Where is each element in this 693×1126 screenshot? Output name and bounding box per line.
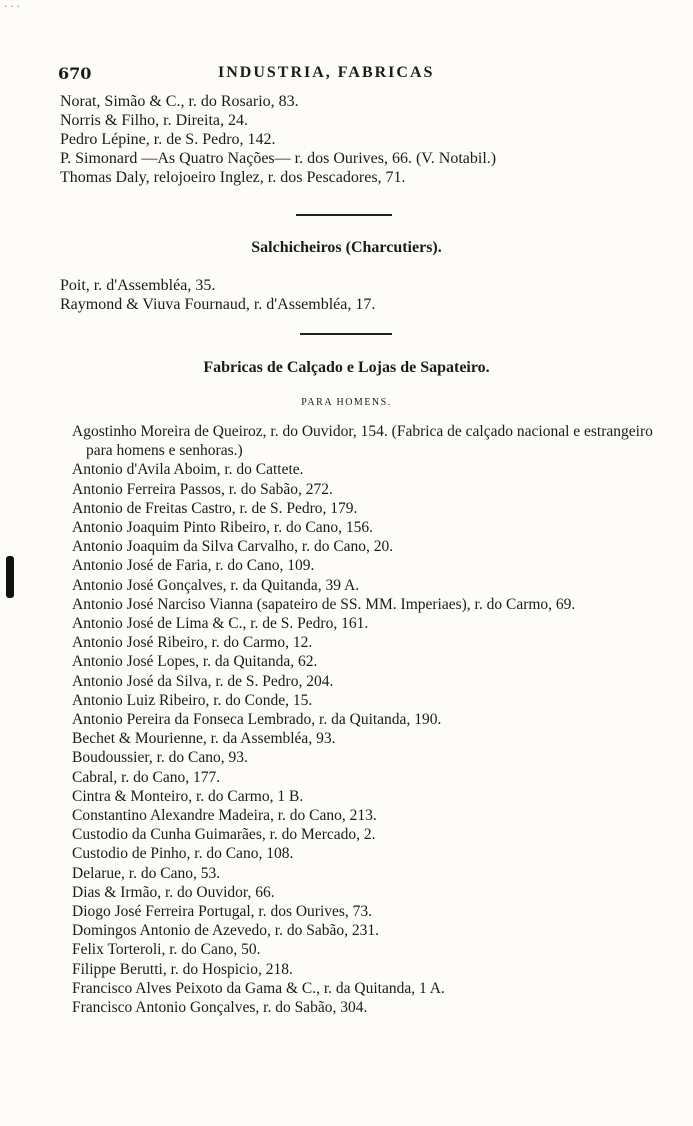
list-item: Norris & Filho, r. Direita, 24.	[60, 112, 248, 129]
list-item: Bechet & Mourienne, r. da Assembléa, 93.	[72, 730, 336, 748]
page-header	[58, 64, 658, 86]
list-item: Antonio José Gonçalves, r. da Quitanda, 39 A.	[72, 576, 360, 594]
list-item: Domingos Antonio de Azevedo, r. do Sabão, 231.	[72, 922, 379, 940]
list-item: Antonio d'Avila Aboim, r. do Cattete.	[72, 461, 304, 479]
list-item: Antonio José de Faria, r. do Cano, 109.	[72, 557, 315, 575]
list-item: Custodio da Cunha Guimarães, r. do Mercado, 2.	[72, 826, 376, 844]
list-item: Poit, r. d'Assembléa, 35.	[60, 277, 216, 294]
list-item: Thomas Daly, relojoeiro Inglez, r. dos Pescadores, 71.	[60, 169, 406, 186]
list-item: Agostinho Moreira de Queiroz, r. do Ouvidor, 154. (Fabrica de calçado nacional e estrangeiro para homens e senhoras.)	[72, 423, 653, 460]
list-item: Antonio Pereira da Fonseca Lembrado, r. da Quitanda, 190.	[72, 711, 442, 729]
list-item: Antonio José Narciso Vianna (sapateiro de SS. MM. Imperiaes), r. do Carmo, 69.	[72, 595, 576, 613]
list-item: Diogo José Ferreira Portugal, r. dos Ourives, 73.	[72, 903, 373, 921]
page-number: 670	[58, 64, 92, 83]
list-item: Delarue, r. do Cano, 53.	[72, 864, 221, 882]
list-item: Constantino Alexandre Madeira, r. do Cano, 213.	[72, 807, 377, 825]
section-title-salchicheiros: Salchicheiros (Charcutiers).	[251, 239, 442, 256]
list-item: Custodio de Pinho, r. do Cano, 108.	[72, 845, 294, 863]
list-item: Antonio Luiz Ribeiro, r. do Conde, 15.	[72, 691, 313, 709]
calcado-list	[72, 422, 662, 1017]
list-item: Antonio José de Lima & C., r. de S. Pedro, 161.	[72, 615, 369, 633]
list-item: Antonio de Freitas Castro, r. de S. Pedro, 179.	[72, 499, 358, 517]
list-item: Pedro Lépine, r. de S. Pedro, 142.	[60, 131, 276, 148]
list-item: Francisco Alves Peixoto da Gama & C., r. da Quitanda, 1 A.	[72, 979, 445, 997]
scan-speck: · · ·	[4, 2, 20, 13]
running-title: INDUSTRIA, FABRICAS	[218, 64, 435, 81]
section-subtitle: PARA HOMENS.	[301, 397, 392, 408]
list-item: Antonio José Ribeiro, r. do Carmo, 12.	[72, 634, 313, 652]
list-item: Filippe Berutti, r. do Hospicio, 218.	[72, 960, 293, 978]
list-item: Boudoussier, r. do Cano, 93.	[72, 749, 248, 767]
list-item: Raymond & Viuva Fournaud, r. d'Assembléa, 17.	[60, 296, 376, 313]
list-item: Antonio Ferreira Passos, r. do Sabão, 272.	[72, 480, 333, 498]
list-item: Cabral, r. do Cano, 177.	[72, 768, 221, 786]
list-item: Antonio José Lopes, r. da Quitanda, 62.	[72, 653, 318, 671]
list-item: Cintra & Monteiro, r. do Carmo, 1 B.	[72, 787, 304, 805]
list-item: P. Simonard —As Quatro Nações— r. dos Ourives, 66. (V. Notabil.)	[60, 150, 497, 167]
section-divider	[296, 214, 392, 216]
list-item: Francisco Antonio Gonçalves, r. do Sabão, 304.	[72, 999, 368, 1017]
list-item: Norat, Simão & C., r. do Rosario, 83.	[60, 93, 299, 110]
list-item: Antonio José da Silva, r. de S. Pedro, 204.	[72, 672, 334, 690]
list-item: Dias & Irmão, r. do Ouvidor, 66.	[72, 883, 275, 901]
list-item: Antonio Joaquim da Silva Carvalho, r. do Cano, 20.	[72, 538, 394, 556]
scan-edge-mark	[6, 556, 14, 598]
list-item: Felix Torteroli, r. do Cano, 50.	[72, 941, 261, 959]
list-item: Antonio Joaquim Pinto Ribeiro, r. do Cano, 156.	[72, 519, 373, 537]
section-title-calcado: Fabricas de Calçado e Lojas de Sapateiro.	[203, 359, 490, 376]
top-entry-list	[60, 92, 660, 187]
salchicheiros-list	[60, 276, 660, 314]
section-divider	[300, 333, 392, 335]
